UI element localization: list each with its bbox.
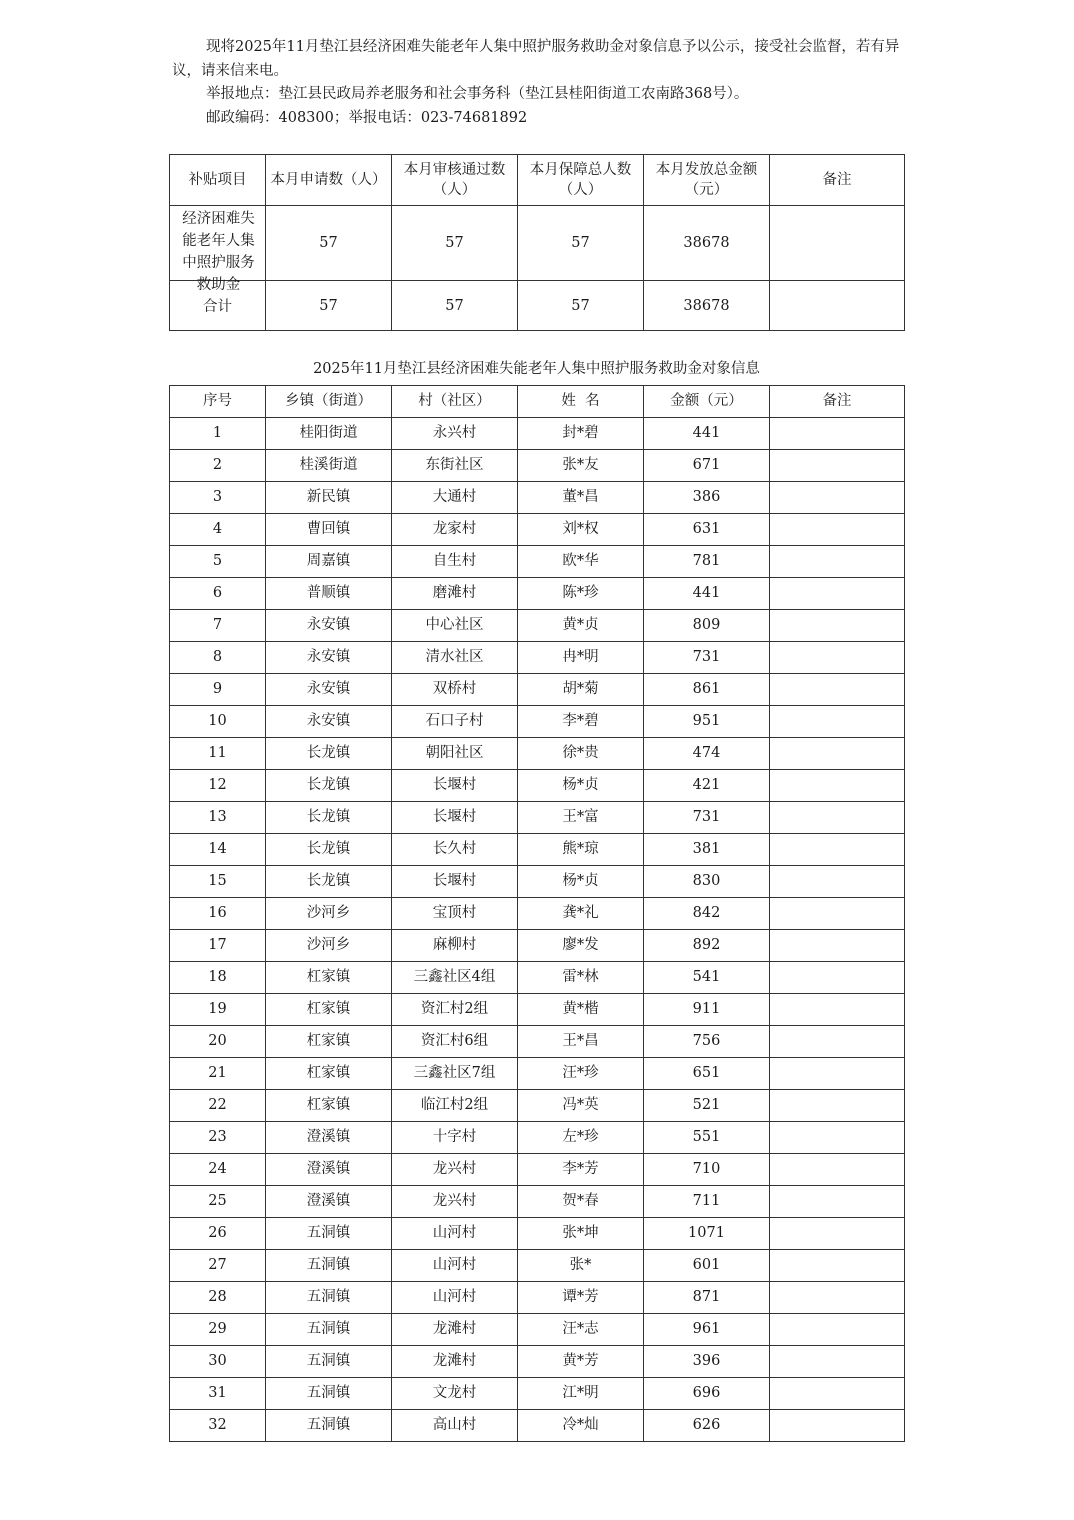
cell-remark — [770, 418, 905, 450]
cell-town: 永安镇 — [266, 706, 392, 738]
recipient-header-row — [170, 386, 905, 418]
cell-remark — [770, 738, 905, 770]
cell-amount: 474 — [644, 738, 770, 770]
cell-remark — [770, 1346, 905, 1378]
cell-town: 五洞镇 — [266, 1410, 392, 1442]
cell-town: 沙河乡 — [266, 898, 392, 930]
cell-town: 新民镇 — [266, 482, 392, 514]
cell-name: 欧*华 — [518, 546, 644, 578]
cell-village: 长堰村 — [392, 866, 518, 898]
cell-town: 五洞镇 — [266, 1218, 392, 1250]
cell-amount: 911 — [644, 994, 770, 1026]
summary-header-remark: 备注 — [770, 155, 905, 206]
summary-item-text: 经济困难失能老年人集中照护服务救助金 — [182, 211, 255, 293]
cell-amount: 396 — [644, 1346, 770, 1378]
summary-table — [169, 154, 905, 331]
cell-name: 胡*菊 — [518, 674, 644, 706]
cell-remark — [770, 802, 905, 834]
cell-amount: 421 — [644, 770, 770, 802]
summary-total-amount: 38678 — [644, 281, 770, 331]
cell-name: 王*富 — [518, 802, 644, 834]
header-town: 乡镇（街道） — [266, 386, 392, 418]
table-row — [170, 962, 905, 994]
cell-town: 长龙镇 — [266, 770, 392, 802]
cell-town: 杠家镇 — [266, 962, 392, 994]
cell-village: 麻柳村 — [392, 930, 518, 962]
cell-no: 17 — [170, 930, 266, 962]
summary-header-total-people: 本月保障总人数（人） — [518, 155, 644, 206]
cell-amount: 1071 — [644, 1218, 770, 1250]
cell-remark — [770, 578, 905, 610]
header-amount: 金额（元） — [644, 386, 770, 418]
table-row — [170, 514, 905, 546]
summary-cell-approved: 57 — [392, 206, 518, 281]
cell-name: 黄*楷 — [518, 994, 644, 1026]
cell-no: 18 — [170, 962, 266, 994]
cell-no: 32 — [170, 1410, 266, 1442]
table-row — [170, 1090, 905, 1122]
header-village: 村（社区） — [392, 386, 518, 418]
cell-village: 龙滩村 — [392, 1314, 518, 1346]
cell-remark — [770, 1250, 905, 1282]
cell-village: 永兴村 — [392, 418, 518, 450]
cell-amount: 951 — [644, 706, 770, 738]
table-row — [170, 994, 905, 1026]
cell-amount: 671 — [644, 450, 770, 482]
cell-amount: 551 — [644, 1122, 770, 1154]
cell-village: 山河村 — [392, 1250, 518, 1282]
cell-town: 桂溪街道 — [266, 450, 392, 482]
cell-amount: 651 — [644, 1058, 770, 1090]
cell-remark — [770, 1154, 905, 1186]
cell-no: 7 — [170, 610, 266, 642]
cell-no: 23 — [170, 1122, 266, 1154]
cell-remark — [770, 642, 905, 674]
cell-remark — [770, 962, 905, 994]
cell-town: 永安镇 — [266, 642, 392, 674]
cell-name: 陈*珍 — [518, 578, 644, 610]
cell-village: 宝顶村 — [392, 898, 518, 930]
cell-name: 董*昌 — [518, 482, 644, 514]
cell-village: 三鑫社区4组 — [392, 962, 518, 994]
table-row — [170, 1378, 905, 1410]
cell-remark — [770, 866, 905, 898]
cell-town: 长龙镇 — [266, 802, 392, 834]
cell-village: 十字村 — [392, 1122, 518, 1154]
cell-no: 29 — [170, 1314, 266, 1346]
table-row — [170, 1410, 905, 1442]
summary-header-item: 补贴项目 — [170, 155, 266, 206]
cell-no: 13 — [170, 802, 266, 834]
summary-header-total-amount: 本月发放总金额（元） — [644, 155, 770, 206]
cell-village: 长堰村 — [392, 770, 518, 802]
cell-name: 张* — [518, 1250, 644, 1282]
cell-village: 山河村 — [392, 1218, 518, 1250]
summary-cell-applied: 57 — [266, 206, 392, 281]
table-row — [170, 930, 905, 962]
table-row — [170, 1058, 905, 1090]
cell-no: 26 — [170, 1218, 266, 1250]
cell-name: 黄*芳 — [518, 1346, 644, 1378]
cell-name: 熊*琼 — [518, 834, 644, 866]
cell-amount: 626 — [644, 1410, 770, 1442]
cell-name: 黄*贞 — [518, 610, 644, 642]
cell-town: 曹回镇 — [266, 514, 392, 546]
table-row — [170, 898, 905, 930]
cell-village: 中心社区 — [392, 610, 518, 642]
cell-town: 杠家镇 — [266, 1090, 392, 1122]
cell-remark — [770, 1090, 905, 1122]
cell-town: 澄溪镇 — [266, 1154, 392, 1186]
cell-amount: 441 — [644, 418, 770, 450]
cell-no: 22 — [170, 1090, 266, 1122]
summary-total-label: 合计 — [170, 281, 266, 331]
cell-remark — [770, 994, 905, 1026]
cell-village: 龙滩村 — [392, 1346, 518, 1378]
cell-no: 14 — [170, 834, 266, 866]
cell-amount: 756 — [644, 1026, 770, 1058]
cell-village: 清水社区 — [392, 642, 518, 674]
table-row — [170, 642, 905, 674]
table-row — [170, 610, 905, 642]
cell-no: 16 — [170, 898, 266, 930]
cell-amount: 892 — [644, 930, 770, 962]
cell-remark — [770, 674, 905, 706]
cell-no: 24 — [170, 1154, 266, 1186]
summary-total-approved: 57 — [392, 281, 518, 331]
cell-no: 2 — [170, 450, 266, 482]
cell-village: 长堰村 — [392, 802, 518, 834]
cell-no: 9 — [170, 674, 266, 706]
table-row — [170, 482, 905, 514]
cell-remark — [770, 1282, 905, 1314]
cell-village: 石口子村 — [392, 706, 518, 738]
cell-name: 王*昌 — [518, 1026, 644, 1058]
cell-amount: 710 — [644, 1154, 770, 1186]
cell-name: 江*明 — [518, 1378, 644, 1410]
cell-amount: 861 — [644, 674, 770, 706]
cell-no: 12 — [170, 770, 266, 802]
cell-town: 桂阳街道 — [266, 418, 392, 450]
table-row — [170, 802, 905, 834]
cell-town: 长龙镇 — [266, 866, 392, 898]
table-row — [170, 1122, 905, 1154]
table-row — [170, 1186, 905, 1218]
notice-line-announcement: 现将2025年11月垫江县经济困难失能老年人集中照护服务救助金对象信息予以公示，接受社会监督，若有异议，请来信来电。 — [172, 39, 900, 79]
cell-remark — [770, 1186, 905, 1218]
summary-header-approved: 本月审核通过数（人） — [392, 155, 518, 206]
cell-no: 4 — [170, 514, 266, 546]
cell-amount: 871 — [644, 1282, 770, 1314]
cell-name: 杨*贞 — [518, 770, 644, 802]
cell-village: 龙兴村 — [392, 1154, 518, 1186]
table-row — [170, 706, 905, 738]
cell-amount: 386 — [644, 482, 770, 514]
cell-name: 廖*发 — [518, 930, 644, 962]
table-row — [170, 1250, 905, 1282]
cell-amount: 381 — [644, 834, 770, 866]
cell-no: 20 — [170, 1026, 266, 1058]
cell-village: 磨滩村 — [392, 578, 518, 610]
cell-town: 沙河乡 — [266, 930, 392, 962]
cell-town: 五洞镇 — [266, 1378, 392, 1410]
header-remark: 备注 — [770, 386, 905, 418]
summary-total-applied: 57 — [266, 281, 392, 331]
cell-remark — [770, 1314, 905, 1346]
cell-no: 11 — [170, 738, 266, 770]
summary-total-people: 57 — [518, 281, 644, 331]
notice-block — [172, 36, 908, 130]
cell-remark — [770, 1058, 905, 1090]
cell-amount: 842 — [644, 898, 770, 930]
cell-village: 文龙村 — [392, 1378, 518, 1410]
table-row — [170, 1026, 905, 1058]
cell-name: 雷*林 — [518, 962, 644, 994]
cell-amount: 631 — [644, 514, 770, 546]
cell-village: 资汇村2组 — [392, 994, 518, 1026]
cell-name: 张*友 — [518, 450, 644, 482]
cell-no: 10 — [170, 706, 266, 738]
cell-name: 贺*春 — [518, 1186, 644, 1218]
cell-village: 高山村 — [392, 1410, 518, 1442]
cell-no: 30 — [170, 1346, 266, 1378]
table-row — [170, 1314, 905, 1346]
cell-amount: 731 — [644, 642, 770, 674]
table-row — [170, 866, 905, 898]
cell-amount: 830 — [644, 866, 770, 898]
cell-remark — [770, 1122, 905, 1154]
recipient-rows — [170, 418, 905, 1442]
cell-amount: 601 — [644, 1250, 770, 1282]
cell-no: 21 — [170, 1058, 266, 1090]
header-name: 姓 名 — [518, 386, 644, 418]
cell-town: 五洞镇 — [266, 1282, 392, 1314]
cell-remark — [770, 834, 905, 866]
cell-remark — [770, 482, 905, 514]
cell-amount: 711 — [644, 1186, 770, 1218]
cell-name: 张*坤 — [518, 1218, 644, 1250]
cell-village: 资汇村6组 — [392, 1026, 518, 1058]
cell-no: 25 — [170, 1186, 266, 1218]
cell-name: 杨*贞 — [518, 866, 644, 898]
summary-cell-item — [170, 206, 266, 293]
cell-town: 五洞镇 — [266, 1314, 392, 1346]
cell-no: 6 — [170, 578, 266, 610]
summary-cell-remark — [770, 206, 905, 281]
table-row — [170, 674, 905, 706]
cell-remark — [770, 1026, 905, 1058]
cell-village: 双桥村 — [392, 674, 518, 706]
cell-amount: 541 — [644, 962, 770, 994]
cell-village: 三鑫社区7组 — [392, 1058, 518, 1090]
cell-town: 永安镇 — [266, 674, 392, 706]
cell-name: 谭*芳 — [518, 1282, 644, 1314]
cell-village: 朝阳社区 — [392, 738, 518, 770]
table-row — [170, 738, 905, 770]
table-row — [170, 546, 905, 578]
cell-remark — [770, 1378, 905, 1410]
cell-no: 8 — [170, 642, 266, 674]
cell-remark — [770, 610, 905, 642]
list-title: 2025年11月垫江县经济困难失能老年人集中照护服务救助金对象信息 — [313, 361, 760, 377]
cell-remark — [770, 514, 905, 546]
cell-no: 27 — [170, 1250, 266, 1282]
cell-town: 杠家镇 — [266, 1026, 392, 1058]
cell-town: 澄溪镇 — [266, 1122, 392, 1154]
cell-town: 五洞镇 — [266, 1250, 392, 1282]
table-row — [170, 450, 905, 482]
header-no: 序号 — [170, 386, 266, 418]
cell-town: 长龙镇 — [266, 738, 392, 770]
cell-village: 大通村 — [392, 482, 518, 514]
cell-name: 左*珍 — [518, 1122, 644, 1154]
summary-header-applied: 本月申请数（人） — [266, 155, 392, 206]
cell-name: 冉*明 — [518, 642, 644, 674]
cell-village: 龙兴村 — [392, 1186, 518, 1218]
summary-total-row — [170, 281, 905, 331]
cell-name: 冯*英 — [518, 1090, 644, 1122]
cell-village: 龙家村 — [392, 514, 518, 546]
cell-town: 普顺镇 — [266, 578, 392, 610]
cell-name: 李*碧 — [518, 706, 644, 738]
cell-amount: 521 — [644, 1090, 770, 1122]
cell-village: 山河村 — [392, 1282, 518, 1314]
cell-no: 28 — [170, 1282, 266, 1314]
cell-village: 临江村2组 — [392, 1090, 518, 1122]
table-row — [170, 770, 905, 802]
cell-remark — [770, 450, 905, 482]
cell-name: 汪*志 — [518, 1314, 644, 1346]
cell-amount: 809 — [644, 610, 770, 642]
cell-no: 15 — [170, 866, 266, 898]
cell-amount: 781 — [644, 546, 770, 578]
table-row — [170, 834, 905, 866]
summary-cell-total-people: 57 — [518, 206, 644, 281]
cell-remark — [770, 1218, 905, 1250]
cell-remark — [770, 1410, 905, 1442]
cell-amount: 696 — [644, 1378, 770, 1410]
summary-header-row — [170, 155, 905, 206]
recipient-table — [169, 385, 905, 1442]
notice-line-contact: 邮政编码：408300；举报电话：023-74681892 — [206, 109, 528, 126]
cell-amount: 441 — [644, 578, 770, 610]
notice-line-report-address: 举报地点：垫江县民政局养老服务和社会事务科（垫江县桂阳街道工农南路368号）。 — [206, 86, 749, 102]
cell-remark — [770, 706, 905, 738]
cell-town: 周嘉镇 — [266, 546, 392, 578]
cell-name: 封*碧 — [518, 418, 644, 450]
cell-no: 31 — [170, 1378, 266, 1410]
table-row — [170, 1282, 905, 1314]
table-row — [170, 418, 905, 450]
cell-town: 杠家镇 — [266, 994, 392, 1026]
summary-total-remark — [770, 281, 905, 331]
cell-village: 自生村 — [392, 546, 518, 578]
summary-data-row — [170, 206, 905, 281]
cell-name: 李*芳 — [518, 1154, 644, 1186]
cell-name: 龚*礼 — [518, 898, 644, 930]
cell-no: 19 — [170, 994, 266, 1026]
table-row — [170, 1218, 905, 1250]
summary-cell-total-amount: 38678 — [644, 206, 770, 281]
cell-town: 五洞镇 — [266, 1346, 392, 1378]
cell-name: 徐*贵 — [518, 738, 644, 770]
cell-town: 长龙镇 — [266, 834, 392, 866]
cell-amount: 731 — [644, 802, 770, 834]
cell-town: 永安镇 — [266, 610, 392, 642]
cell-remark — [770, 898, 905, 930]
cell-remark — [770, 930, 905, 962]
cell-name: 冷*灿 — [518, 1410, 644, 1442]
cell-remark — [770, 770, 905, 802]
cell-name: 刘*权 — [518, 514, 644, 546]
cell-no: 3 — [170, 482, 266, 514]
table-row — [170, 578, 905, 610]
cell-name: 汪*珍 — [518, 1058, 644, 1090]
cell-village: 东街社区 — [392, 450, 518, 482]
table-row — [170, 1346, 905, 1378]
cell-town: 杠家镇 — [266, 1058, 392, 1090]
cell-remark — [770, 546, 905, 578]
cell-town: 澄溪镇 — [266, 1186, 392, 1218]
cell-village: 长久村 — [392, 834, 518, 866]
cell-no: 5 — [170, 546, 266, 578]
cell-amount: 961 — [644, 1314, 770, 1346]
table-row — [170, 1154, 905, 1186]
cell-no: 1 — [170, 418, 266, 450]
